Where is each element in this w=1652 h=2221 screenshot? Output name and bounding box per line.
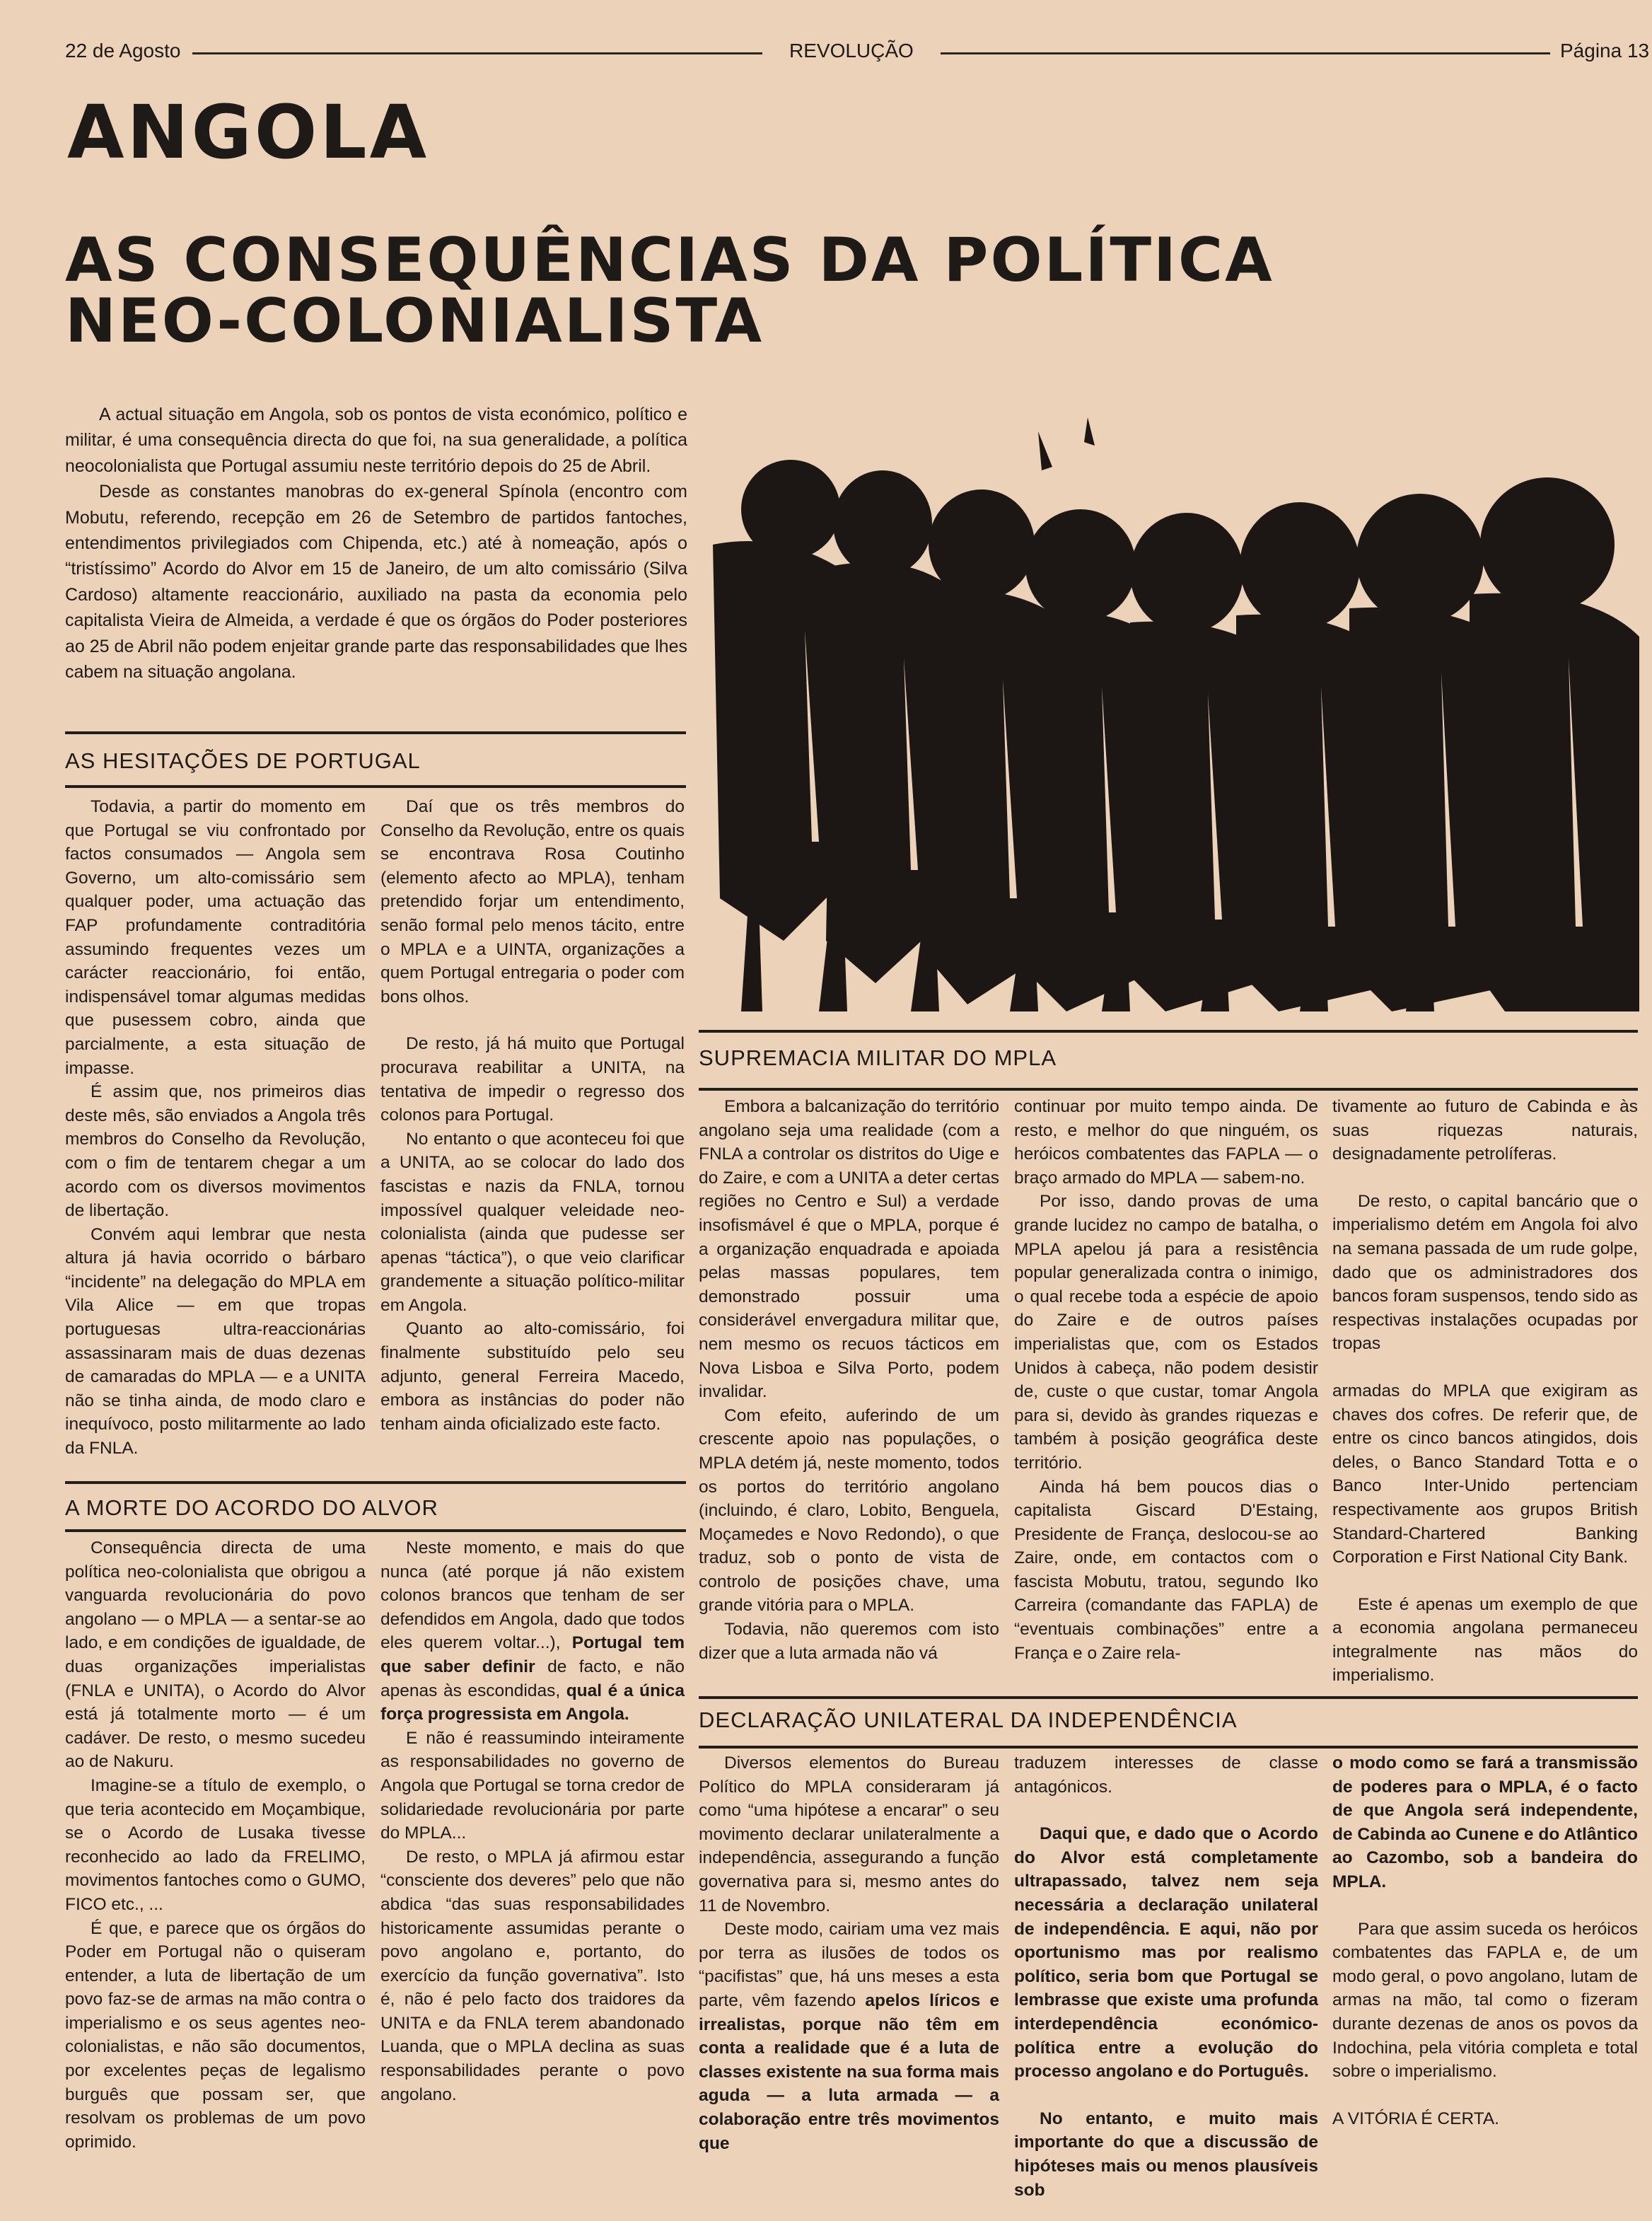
headline-line-1: AS CONSEQUÊNCIAS DA POLÍTICA <box>65 225 1274 296</box>
paragraph: Diversos elementos do Bureau Político do MPLA consideraram já como “uma hipótese a encarar” o seu movimento declarar unilateralmente a independência, assegurando a função governativa para si, mesmo antes do 11 de Novembro. <box>699 1753 999 1915</box>
paragraph: É que, e parece que os órgãos do Poder em Portugal não o quiseram entender, a luta de libertação de um povo faz-se de armas na mão contra o imperialismo e os seus agentes neo-colonialistas, e não são documentos, por excelentes peças de legalismo burguês que possam ser, que resolvam os problemas de um povo oprimido. <box>65 1918 366 2152</box>
emphasis: Portugal tem que saber definir <box>380 1633 685 1676</box>
issue-date: 22 de Agosto <box>65 40 181 62</box>
column-hesitacoes-1 <box>65 795 366 1461</box>
paragraph: Embora a balcanização do território angolano seja uma realidade (com a FNLA a controlar os distritos do Uige e do Zaire, e com a UNITA a deter certas regiões no Centro e Sul) a verdade insofismável é que o MPLA, porque é a organização enquadrada e apoiada pelas massas populares, tem demonstrado possuir uma considerável envergadura militar que, nem mesmo os recuos tácticos em Nova Lisboa e Silva Porto, podem invalidar. <box>699 1097 999 1402</box>
paragraph: traduzem interesses de classe antagónicos. <box>1014 1753 1318 1797</box>
column-hesitacoes-2 <box>380 795 685 1436</box>
paragraph <box>1014 1822 1318 2084</box>
paragraph: armadas do MPLA que exigiram as chaves dos cofres. De referir que, de entre os cinco bancos atingidos, dois deles, o Banco Standard Totta e o Banco Inter-Unido pertenciam respectivamente aos grupos British Standard-Chartered Banking Corporation e First National City Bank. <box>1332 1381 1638 1567</box>
section-rule <box>699 1088 1638 1091</box>
paragraph: Por isso, dando provas de uma grande lucidez no campo de batalha, o MPLA apelou já para a resistência popular generalizada contra o inimigo, o qual recebe toda a espécie de apoio do Zaire e de outros países imperialistas que, com os Estados Unidos à cabeça, não podem desistir de, custe o que custar, tomar Angola para si, devido às grandes riquezas e também à posição geográfica deste território. <box>1014 1192 1318 1473</box>
paragraph: De resto, já há muito que Portugal procurava reabilitar a UNITA, na tentativa de impedir o regresso dos colonos para Portugal. <box>380 1034 685 1125</box>
intro-text <box>65 402 687 685</box>
page-number: Página 13 <box>1560 40 1650 62</box>
paragraph: De resto, o MPLA já afirmou estar “consciente dos deveres” pelo que não abdica “das suas responsabilidades historicamente assumidas perante o povo angolano e, portanto, do exercício da função governativa”. Isto é, não é pelo facto dos traidores da UNITA e da FNLA terem abandonado Luanda, que o MPLA declina as suas responsabilidades perante o povo angolano. <box>380 1847 685 2104</box>
headline-kicker: ANGOLA <box>67 89 430 175</box>
paragraph <box>380 1536 685 1727</box>
column-supremacia-1 <box>699 1095 999 1665</box>
paragraph: Todavia, a partir do momento em que Portugal se viu confrontado por factos consumados — Angola sem Governo, um alto-comissário sem qualquer poder, uma actuação das FAP profundamente contraditória assumindo frequentes vezes um carácter reaccionário, foi então, indispensável tomar algumas medidas que pusessem cobro, ainda que parcialmente, a esta situação de impasse. <box>65 797 366 1078</box>
closing-slogan: A VITÓRIA É CERTA. <box>1332 2109 1499 2128</box>
paragraph <box>1014 2107 1318 2202</box>
paragraph: No entanto o que aconteceu foi que a UNITA, ao se colocar do lado dos fascistas e nazis da FNLA, tornou impossível qualquer veleidade neo-colonialista (ainda que pudesse ser apenas “táctica”), o que veio clarificar grandemente a situação político-militar em Angola. <box>380 1129 685 1315</box>
headline-line-2: NEO-COLONIALISTA <box>65 286 764 356</box>
paragraph <box>699 1918 999 2155</box>
paragraph <box>1332 1751 1638 1894</box>
section-rule <box>65 731 686 734</box>
section-rule <box>699 1030 1638 1033</box>
emphasis: apelos líricos e irrealistas, porque não têm em conta a realidade que é a luta de classes existente na sua forma mais aguda — a luta armada — a colaboração entre três movimentos que <box>699 1990 1000 2153</box>
section-rule <box>65 1481 686 1484</box>
paragraph: Todavia, não queremos com isto dizer que a luta armada não vá <box>699 1620 999 1663</box>
section-title-morte: A MORTE DO ACORDO DO ALVOR <box>65 1495 438 1520</box>
column-morte-2 <box>380 1536 685 2106</box>
section-title-declaracao: DECLARAÇÃO UNILATERAL DA INDEPENDÊNCIA <box>699 1707 1238 1732</box>
column-declaracao-2 <box>1014 1751 1318 2202</box>
paragraph: Imagine-se a título de exemplo, o que teria acontecido em Moçambique, se o Acordo de Lusaka tivesse reconhecido ao lado da FRELIMO, movimentos fantoches como o GUMO, FICO etc., ... <box>65 1775 366 1914</box>
headline <box>65 225 1621 356</box>
header-rule-right <box>941 52 1550 54</box>
paragraph: Este é apenas um exemplo de que a economia angolana permaneceu integralmente nas mãos do imperialismo. <box>1332 1594 1638 1686</box>
text: Neste momento, e mais do que nunca (até porque já não existem colonos brancos que tenham de ser defendidos em Angola, dado que todos eles querem voltar...), <box>380 1538 685 1653</box>
paragraph: Para que assim suceda os heróicos combatentes das FAPLA e, de um modo geral, o povo angolano, lutam de armas na mão, tal como o fizeram durante dezenas de anos os povos da Indochina, pela vitória completa e total sobre o imperialismo. <box>1332 1919 1638 2082</box>
text: de facto, e não apenas às escondidas, <box>380 1657 685 1700</box>
intro-paragraph: A actual situação em Angola, sob os pontos de vista económico, político e militar, é uma consequência directa do que foi, na sua generalidade, a política neocolonialista que Portugal assumiu neste território depois do 25 de Abril. <box>65 405 687 476</box>
paragraph: Com efeito, auferindo de um crescente apoio nas populações, o MPLA detém já, neste momento, todos os portos do território angolano (incluindo, é claro, Lobito, Benguela, Moçamedes e Novo Redondo), o que traduz, sob o ponto de vista de controlo de posições chave, uma grande vitória para o MPLA. <box>699 1405 999 1616</box>
emphasis: Daqui que, e dado que o Acordo do Alvor está completamente ultrapassado, talvez nem seja necessária a declaração unilateral de independência. E aqui, não por oportunismo mas por realismo político, seria bom que Portugal se lembrasse que existe uma profunda interdependência económico-política entre a evolução do processo angolano e do Português. <box>1014 1824 1318 2082</box>
paragraph: Quanto ao alto-comissário, foi finalmente substituído pelo seu adjunto, general Ferreira Macedo, embora as instâncias do poder não tenham ainda oficializado este facto. <box>380 1319 685 1434</box>
section-title-hesitacoes: AS HESITAÇÕES DE PORTUGAL <box>65 748 421 773</box>
column-declaracao-1 <box>699 1751 999 2155</box>
text: Deste modo, cairiam uma vez mais por terra as ilusões de todos os “pacifistas” que, há uns meses a esta parte, vêm fazendo <box>699 1920 999 2010</box>
emphasis: No entanto, e muito mais importante do que a discussão de hipóteses mais ou menos plausíveis sob <box>1014 2109 1318 2200</box>
section-rule <box>65 1529 686 1532</box>
emphasis: qual é a única força progressista em Angola. <box>380 1681 685 1724</box>
paragraph: tivamente ao futuro de Cabinda e às suas riquezas naturais, designadamente petrolíferas. <box>1332 1097 1638 1164</box>
column-supremacia-3 <box>1332 1095 1638 1688</box>
section-rule <box>699 1696 1638 1699</box>
paragraph: Convém aqui lembrar que nesta altura já havia ocorrido o bárbaro “incidente” na delegação do MPLA em Vila Alice — em que tropas portuguesas ultra-reaccionárias assassinaram mais de duas dezenas de camaradas do MPLA — e a UNITA não se tinha ainda, de modo claro e inequívoco, posto militarmente ao lado da FNLA. <box>65 1224 366 1459</box>
column-declaracao-3 <box>1332 1751 1638 2130</box>
emphasis: o modo como se fará a transmissão de poderes para o MPLA, é o facto de que Angola será independente, de Cabinda ao Cunene e do Atlântico ao Cazombo, sob a bandeira do MPLA. <box>1332 1753 1638 1891</box>
section-title-supremacia: SUPREMACIA MILITAR DO MPLA <box>699 1045 1057 1070</box>
illustration-marching-figures <box>699 403 1639 1019</box>
column-morte-1 <box>65 1536 366 2154</box>
paragraph: É assim que, nos primeiros dias deste mês, são enviados a Angola três membros do Conselho da Revolução, com o fim de tentarem chegar a um acordo com os diversos movimentos de libertação. <box>65 1082 366 1221</box>
column-supremacia-2 <box>1014 1095 1318 1665</box>
section-rule <box>699 1746 1638 1749</box>
section-rule <box>65 785 686 788</box>
paragraph: Daí que os três membros do Conselho da Revolução, entre os quais se encontrava Rosa Coutinho (elemento afecto ao MPLA), tenham pretendido forjar um entendimento, senão formal pelo menos tácito, entre o MPLA e a UINTA, organizações a quem Portugal entregaria o poder com bons olhos. <box>380 797 685 1007</box>
paragraph: E não é reassumindo inteiramente as responsabilidades no governo de Angola que Portugal se torna credor de solidariedade revolucionária por parte do MPLA... <box>380 1728 685 1843</box>
paragraph: De resto, o capital bancário que o imperialismo detém em Angola foi alvo na semana passada de um rude golpe, dado que os administradores dos bancos foram suspensos, tendo sido as respectivas instalações ocupadas por tropas <box>1332 1191 1638 1354</box>
publication-name: REVOLUÇÃO <box>789 40 914 62</box>
paragraph: continuar por muito tempo ainda. De resto, e melhor do que ninguém, os heróicos combatentes das FAPLA — o braço armado do MPLA — sabem-no. <box>1014 1097 1318 1188</box>
intro-paragraph: Desde as constantes manobras do ex-general Spínola (encontro com Mobutu, referendo, recepção em 26 de Setembro de partidos fantoches, entendimentos privilegiados com Chipenda, etc.) até à nomeação, após o “tristíssimo” Acordo do Alvor em 15 de Janeiro, de um alto comissário (Silva Cardoso) altamente reaccionário, auxiliado na pasta da economia pelo capitalista Vieira de Almeida, a verdade é que os órgãos do Poder posteriores ao 25 de Abril não podem enjeitar grande parte das responsabilidades que lhes cabem na situação angolana. <box>65 482 687 683</box>
header-rule-left <box>192 52 762 54</box>
paragraph: Consequência directa de uma política neo-colonialista que obrigou a vanguarda revolucionária do povo angolano — o MPLA — a sentar-se ao lado, e em condições de igualdade, de duas organizações imperialistas (FNLA e UNITA), o Acordo do Alvor está já totalmente morto — é um cadáver. De resto, o mesmo sucedeu ao de Nakuru. <box>65 1538 366 1772</box>
paragraph: Ainda há bem poucos dias o capitalista Giscard D'Estaing, Presidente de França, deslocou-se ao Zaire, onde, em contactos com o fascista Mobutu, tratou, segundo Iko Carreira (comandante das FAPLA) de “eventuais combinações” entre a França e o Zaire rela- <box>1014 1477 1318 1663</box>
